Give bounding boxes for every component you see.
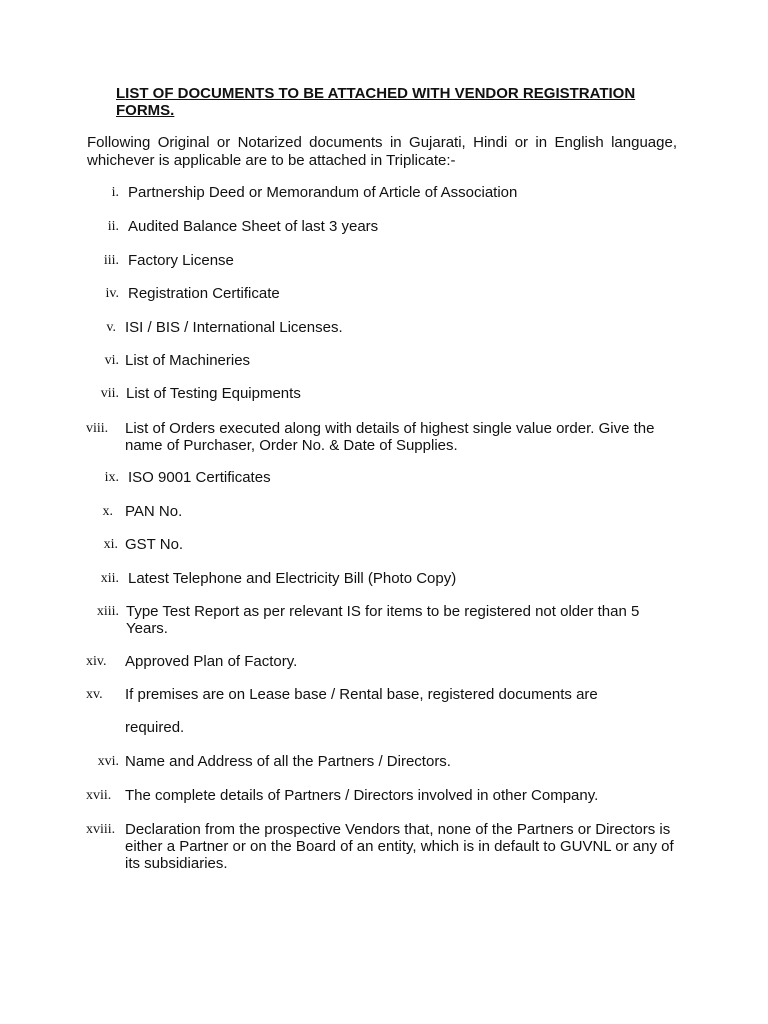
list-item-text: Declaration from the prospective Vendors that, none of the Partners or Directors is either a Partner or on the Board of an entity, which is in default to GUVNL or any of its subsidiaries.	[125, 821, 674, 872]
list-item-text: Registration Certificate	[128, 285, 280, 302]
list-item-numeral: x.	[102, 504, 113, 519]
list-item-numeral: xv.	[86, 687, 103, 702]
list-item-text: Type Test Report as per relevant IS for items to be registered not older than 5 Years.	[126, 603, 640, 637]
intro-paragraph: Following Original or Notarized documents in Gujarati, Hindi or in English language, whichever is applicable are to be attached in Triplicate:-	[87, 134, 677, 169]
list-item-numeral: xi.	[103, 537, 118, 552]
list-item-numeral: xii.	[100, 571, 119, 586]
list-item-text: ISI / BIS / International Licenses.	[125, 319, 343, 336]
list-item-text: List of Orders executed along with details of highest single value order. Give the name of Purchaser, Order No. & Date of Supplies.	[125, 420, 655, 454]
list-item-text: ISO 9001 Certificates	[128, 469, 271, 486]
list-item-numeral: iii.	[103, 253, 119, 268]
list-item-numeral: ix.	[104, 470, 119, 485]
list-item-text: Latest Telephone and Electricity Bill (Photo Copy)	[128, 570, 457, 587]
list-item-numeral: i.	[111, 185, 119, 200]
list-item-numeral: xviii.	[86, 822, 116, 837]
list-item-numeral: v.	[106, 320, 116, 335]
list-item-numeral: xiii.	[96, 604, 119, 619]
list-item-continuation: required.	[125, 719, 185, 736]
list-item-numeral: xvii.	[86, 788, 112, 803]
document-title: LIST OF DOCUMENTS TO BE ATTACHED WITH VENDOR REGISTRATION FORMS.	[116, 85, 636, 119]
list-item-numeral: vii.	[100, 386, 119, 401]
list-item-text: The complete details of Partners / Directors involved in other Company.	[125, 787, 599, 804]
list-item-text: List of Machineries	[125, 352, 251, 369]
list-item-text: GST No.	[125, 536, 184, 553]
list-item-text: PAN No.	[125, 503, 183, 520]
list-item-text: Name and Address of all the Partners / Directors.	[125, 753, 451, 770]
list-item-text: Approved Plan of Factory.	[125, 653, 298, 670]
list-item-text: Factory License	[128, 252, 234, 269]
list-item-numeral: xiv.	[86, 654, 107, 669]
list-item-numeral: viii.	[86, 421, 109, 436]
list-item-numeral: xvi.	[97, 754, 119, 769]
list-item-numeral: vi.	[104, 353, 119, 368]
list-item-text: If premises are on Lease base / Rental base, registered documents are	[125, 686, 598, 703]
list-item-numeral: iv.	[105, 286, 119, 301]
list-item-text: Audited Balance Sheet of last 3 years	[128, 218, 379, 235]
list-item-text: List of Testing Equipments	[126, 385, 301, 402]
list-item-numeral: ii.	[107, 219, 119, 234]
list-item-text: Partnership Deed or Memorandum of Article of Association	[128, 184, 518, 201]
